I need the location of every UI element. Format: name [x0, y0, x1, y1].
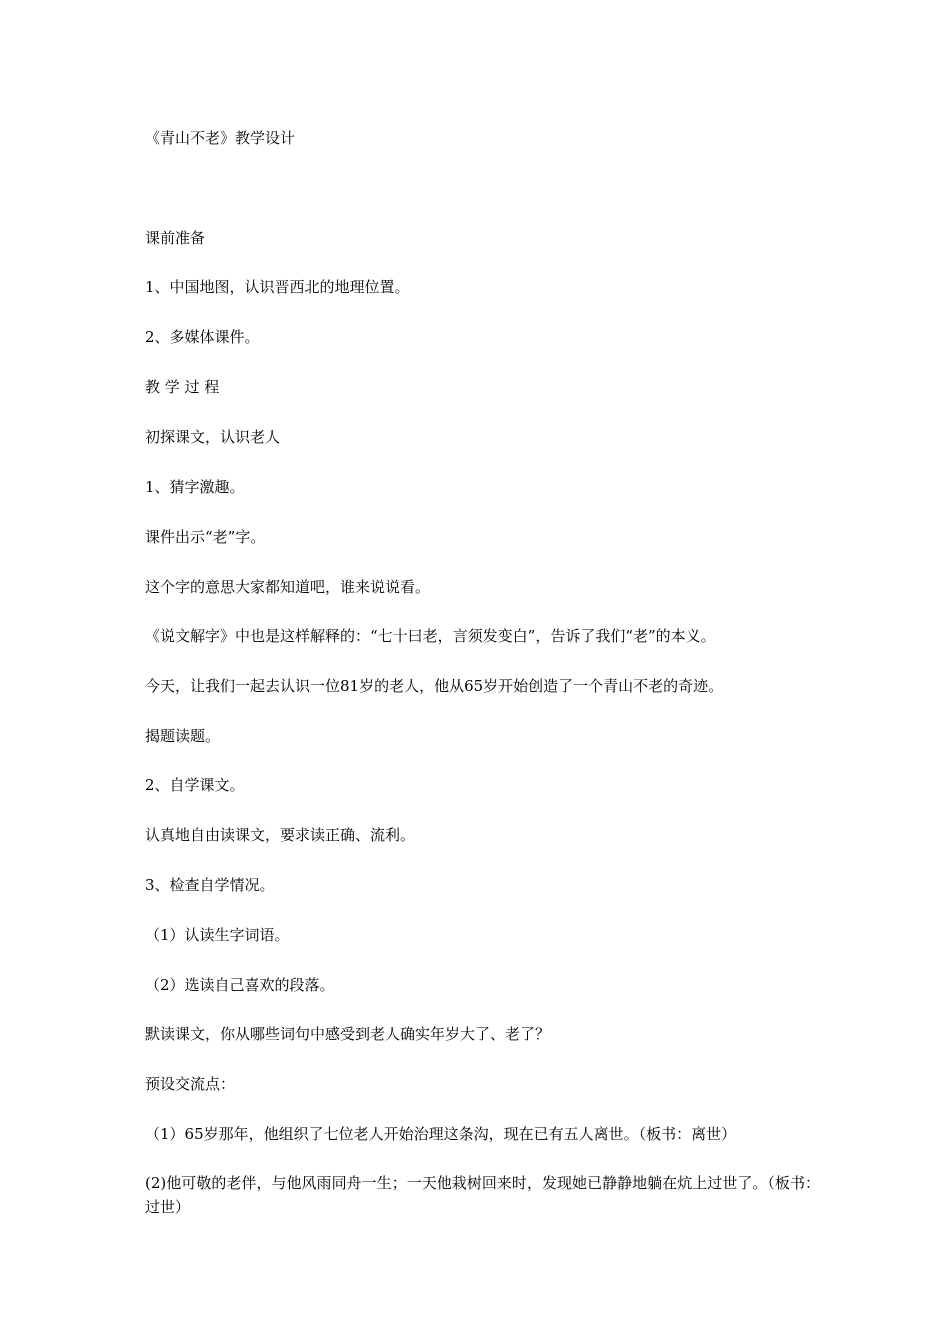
paragraph: 默读课文，你从哪些词句中感受到老人确实年岁大了、老了？	[145, 1025, 551, 1043]
paragraph: （2）选读自己喜欢的段落。	[145, 976, 335, 994]
document-title: 《青山不老》教学设计	[145, 129, 296, 147]
paragraph: (2)他可敬的老伴，与他风雨同舟一生；一天他栽树回来时，发现她已静静地躺在炕上过世了。（板书：过世）	[145, 1174, 820, 1216]
section-heading-preparation: 课前准备	[145, 229, 206, 247]
paragraph: 认真地自由读课文，要求读正确、流利。	[145, 826, 416, 844]
paragraph: 1、猜字激趣。	[145, 478, 245, 496]
paragraph: 2、多媒体课件。	[145, 328, 260, 346]
paragraph: 1、中国地图，认识晋西北的地理位置。	[145, 278, 410, 296]
paragraph: 揭题读题。	[145, 727, 221, 745]
paragraph: 今天，让我们一起去认识一位81岁的老人，他从65岁开始创造了一个青山不老的奇迹。	[145, 677, 724, 695]
paragraph: （1）认读生字词语。	[145, 926, 290, 944]
paragraph: 这个字的意思大家都知道吧，谁来说说看。	[145, 578, 431, 596]
paragraph: 课件出示“老”字。	[145, 528, 266, 546]
paragraph: 《说文解字》中也是这样解释的：“七十曰老，言须发变白”，告诉了我们“老”的本义。	[145, 627, 716, 645]
paragraph: （1）65岁那年，他组织了七位老人开始治理这条沟，现在已有五人离世。（板书：离世）	[145, 1125, 737, 1143]
paragraph: 3、检查自学情况。	[145, 876, 275, 894]
section-heading-process: 教 学 过 程	[145, 378, 220, 396]
section-heading-explore: 初探课文，认识老人	[145, 428, 281, 446]
paragraph: 预设交流点：	[145, 1075, 236, 1093]
paragraph: 2、自学课文。	[145, 776, 245, 794]
